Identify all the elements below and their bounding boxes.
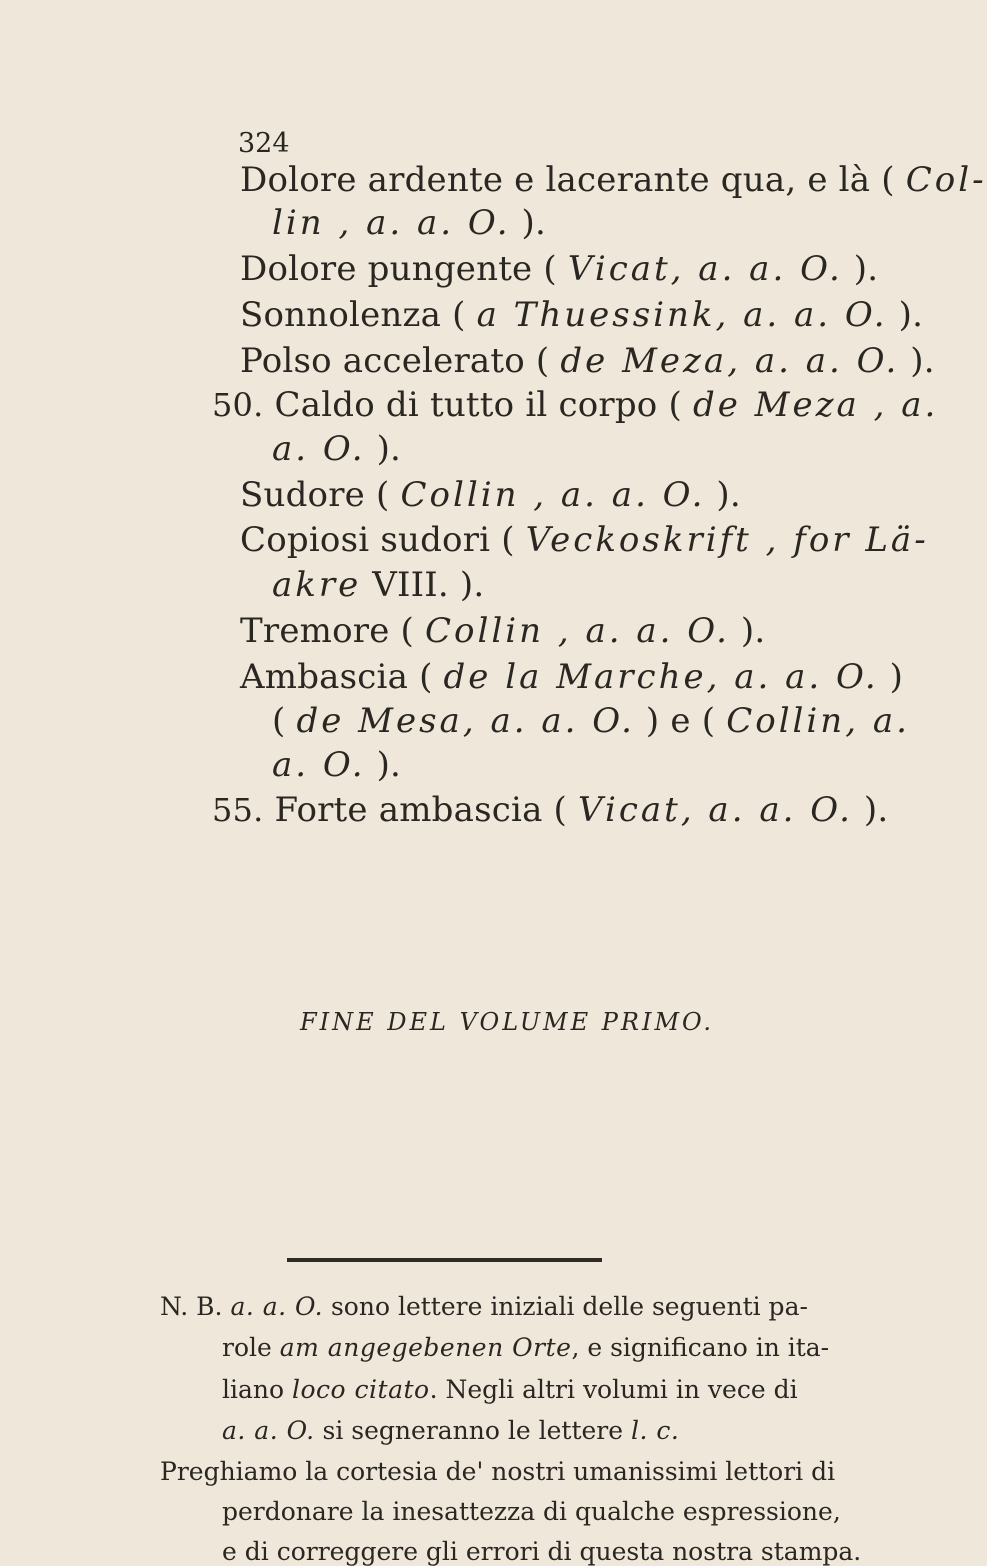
entry-line: Sudore ( Collin , a. a. O. ). bbox=[240, 475, 741, 515]
entry-line: a. O. ). bbox=[272, 745, 402, 785]
entry-line: 50. Caldo di tutto il corpo ( de Meza , a. bbox=[212, 385, 939, 425]
note-line: liano loco citato. Negli altri volumi in vece di bbox=[222, 1375, 798, 1404]
entry-line: 55. Forte ambascia ( Vicat, a. a. O. ). bbox=[212, 790, 889, 830]
page-number: 324 bbox=[238, 128, 290, 159]
entry-line: Copiosi sudori ( Veckoskrift , for Lä- bbox=[240, 520, 929, 560]
entry-line: a. O. ). bbox=[272, 429, 402, 469]
entry-line: ( de Mesa, a. a. O. ) e ( Collin, a. bbox=[272, 701, 910, 741]
note-line: e di correggere gli errori di questa nostra stampa. bbox=[222, 1537, 862, 1566]
note-line: a. a. O. si segneranno le lettere l. c. bbox=[222, 1416, 680, 1445]
entry-line: akre VIII. ). bbox=[272, 565, 485, 605]
note-line: perdonare la inesattezza di qualche espressione, bbox=[222, 1497, 841, 1526]
entry-line: Dolore ardente e lacerante qua, e là ( Col- bbox=[240, 160, 987, 200]
divider-rule bbox=[287, 1258, 602, 1262]
end-of-volume-title: FINE DEL VOLUME PRIMO. bbox=[300, 1008, 714, 1036]
note-line: N. B. a. a. O. sono lettere iniziali delle seguenti pa- bbox=[160, 1292, 808, 1321]
entry-line: Sonnolenza ( a Thuessink, a. a. O. ). bbox=[240, 295, 924, 335]
entry-line: Tremore ( Collin , a. a. O. ). bbox=[240, 611, 766, 651]
entry-line: Polso accelerato ( de Meza, a. a. O. ). bbox=[240, 341, 935, 381]
entry-line: Dolore pungente ( Vicat, a. a. O. ). bbox=[240, 249, 879, 289]
entry-line: Ambascia ( de la Marche, a. a. O. ) bbox=[240, 657, 904, 697]
note-line: role am angegebenen Orte, e significano in ita- bbox=[222, 1333, 830, 1362]
entry-line: lin , a. a. O. ). bbox=[272, 203, 547, 243]
note-line: Preghiamo la cortesia de' nostri umanissimi lettori di bbox=[160, 1457, 836, 1486]
